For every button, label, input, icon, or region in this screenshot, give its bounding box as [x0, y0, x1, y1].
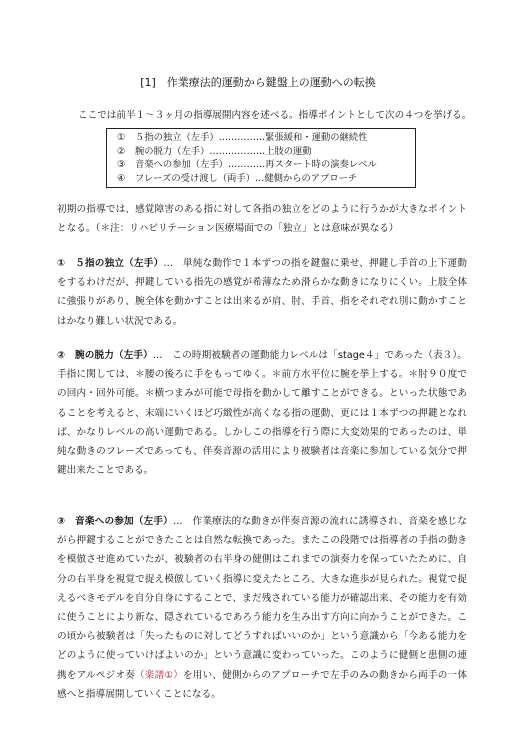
point-item — [117, 145, 415, 159]
point-number: ① — [117, 132, 126, 143]
section-title: [1] 作業療法的運動から鍵盤上の運動への転換 — [140, 76, 376, 89]
point-number: ④ — [117, 172, 126, 184]
points-box — [106, 128, 416, 188]
section-2-body: … この時期被験者の運動能力レベルは「stage４」であった（表３）。手指に関しては、＊腰の後ろに手をもってゆく。＊前方水平位に腕を挙上する。＊肘９０度での回内・回外可能。＊横つまみが可能で母指を動かして離すことができる。といった状態であることを考えると、末端にいくほど巧緻性が高くなる指の運動、更には１本ずつの押鍵となれば、かなりレベルの高い運動である。しかしこの指導を行う際に大変効果的であったのは、単純な動きのフレーズであっても、伴奏音源の活用により被験者は音楽に参加している気分で押鍵出来たことである。 — [57, 350, 468, 477]
point-text: ５指の独立（左手）……………緊張緩和・運動の継続性 — [135, 132, 368, 143]
section-3-heading: ③ 音楽への参加（左手） — [57, 516, 173, 527]
score-reference-link[interactable]: （楽譜①） — [135, 669, 183, 681]
point-text: フレーズの受け渡し（両手）…健側からのアプローチ — [135, 172, 358, 184]
point-number: ② — [117, 145, 126, 157]
section-3-paragraph — [57, 512, 467, 704]
point-item — [117, 158, 415, 172]
section-1-body: … 単純な動作で１本ずつの指を鍵盤に乗せ、押鍵し手首の上下運動をするわけだが、押鍵している指先の感覚が希薄なため滑らかな動きになりにくい。上肢全体に強張りがあり、腕全体を動かすことは出来るが肩、肘、手首、指をそれぞれ別に動かすことはかなり難しい状況である。 — [57, 258, 467, 327]
section-1-paragraph — [57, 254, 467, 331]
section-3-body-end: を用い、健側からのアプローチで左手のみの動きから両手の一体感へと指導展開していくことになる。 — [57, 669, 467, 700]
point-number: ③ — [117, 159, 126, 171]
section-1-heading: ① ５指の独立（左手） — [57, 258, 164, 269]
point-item — [117, 172, 415, 186]
section-2-heading: ② 腕の脱力（左手） — [57, 350, 153, 361]
point-text: 腕の脱力（左手）………………上肢の運動 — [135, 145, 312, 157]
point-item — [117, 131, 415, 145]
intro-text: ここでは前半１～３ヶ月の指導展開内容を述べる。指導ポイントとして次の４つを挙げる。 — [78, 110, 472, 121]
paragraph-initial: 初期の指導では、感覚障害のある指に対して各指の独立をどのように行うかが大きなポイントとなる。（＊注：リハビリテーション医療場面での「独立」とは意味が異なる） — [57, 204, 467, 235]
point-text: 音楽への参加（左手）…………再スタート時の演奏レベル — [135, 159, 377, 171]
section-2-paragraph — [57, 346, 467, 480]
section-3-body: … 作業療法的な動きが伴奏音源の流れに誘導され、音楽を感じながら押鍵することができたことは自然な転換であった。またこの段階では指導者の手指の動きを模倣させ進めていたが、被験者の右半身の健側はこれまでの演奏力を保っていたために、自分の右半身を視覚で捉え模倣していく指導に変えたところ、大きな進歩が見られた。視覚で捉えるべきモデルを自分自身にすることで、まだ残されている能力が確認出来、その能力を有効に使うことにより新な、隠されているであろう能力を生み出す方向に向かうことができた。この頃から被験者は「失ったものに対してどうすればいいのか」という意識から「今ある能力をどのように使っていけばよいのか」という意識に変わっていった。このように健側と患側の連携をアルペジオ奏 — [57, 516, 467, 681]
